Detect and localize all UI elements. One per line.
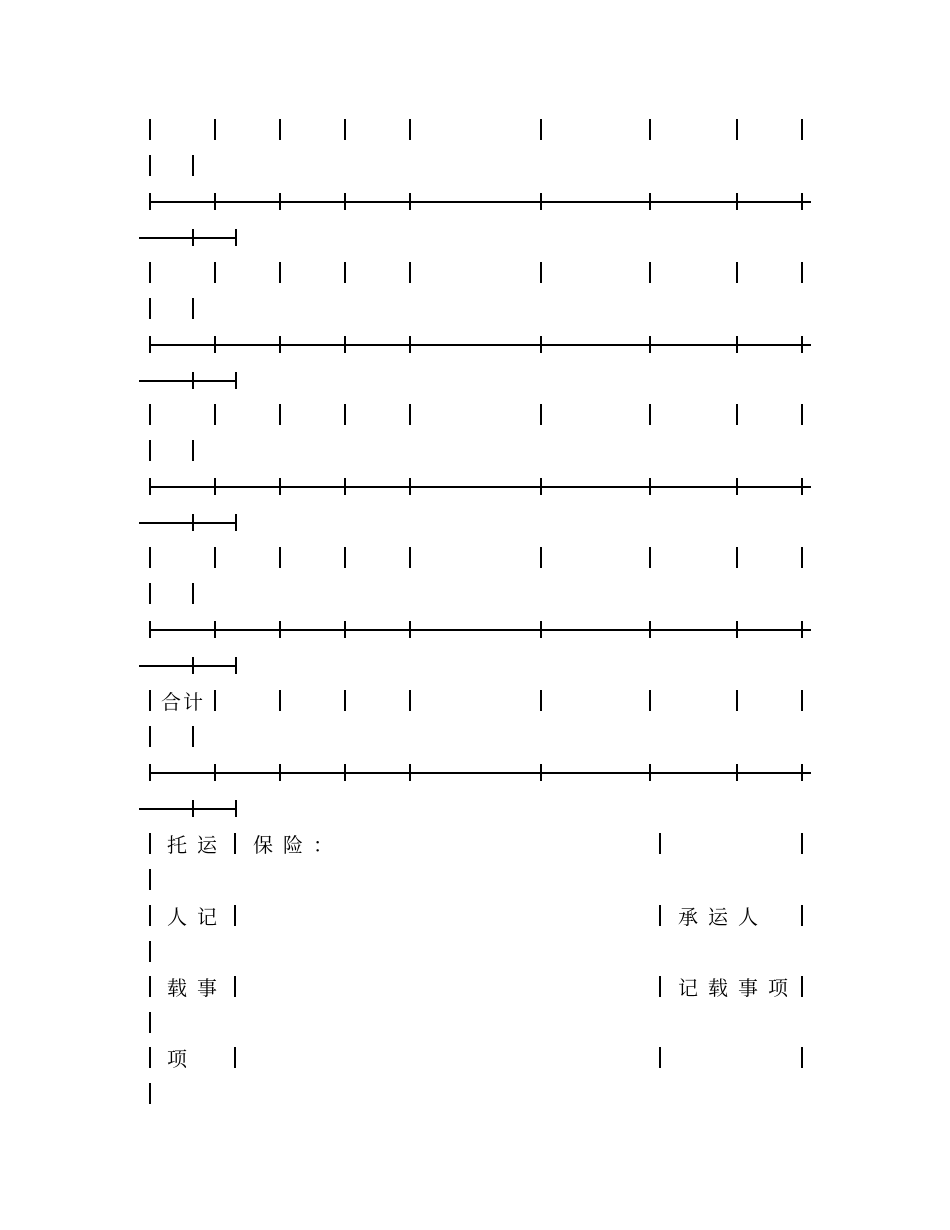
table-rule-junction xyxy=(279,336,281,353)
shipper-notes-label-3: 载事 xyxy=(167,976,227,1000)
table-rule-junction xyxy=(214,621,216,638)
table-column-bar xyxy=(279,404,281,425)
shipper-notes-label-1: 托运 xyxy=(167,833,227,857)
table-column-bar xyxy=(344,119,346,140)
table-rule-junction xyxy=(214,478,216,495)
table-column-bar xyxy=(736,119,738,140)
table-column-bar xyxy=(540,547,542,568)
table-column-bar xyxy=(214,547,216,568)
table-rule-junction xyxy=(736,193,738,210)
table-column-bar xyxy=(149,547,151,568)
table-column-bar xyxy=(409,690,411,711)
table-rule-junction xyxy=(409,336,411,353)
table-rule-junction xyxy=(279,478,281,495)
table-column-bar xyxy=(409,262,411,283)
table-column-bar xyxy=(149,262,151,283)
table-column-bar-wrap xyxy=(192,440,194,461)
table-rule-junction xyxy=(279,621,281,638)
table-rule-junction xyxy=(344,336,346,353)
table-column-bar xyxy=(149,690,151,711)
table-column-bar-wrap xyxy=(192,155,194,176)
notes-bar-wrap xyxy=(149,941,151,962)
table-column-bar xyxy=(279,262,281,283)
table-rule-junction xyxy=(540,764,542,781)
table-column-bar xyxy=(649,547,651,568)
table-rule-junction xyxy=(149,193,151,210)
table-column-bar xyxy=(736,404,738,425)
table-column-bar xyxy=(344,690,346,711)
table-rule-junction xyxy=(192,372,194,389)
notes-bar xyxy=(234,976,236,997)
table-rule-junction xyxy=(235,229,237,246)
table-row-rule xyxy=(149,486,811,488)
table-row-rule-wrap xyxy=(139,808,236,810)
table-column-bar-wrap xyxy=(192,298,194,319)
table-row-rule-wrap xyxy=(139,380,236,382)
table-rule-junction xyxy=(192,514,194,531)
table-column-bar xyxy=(409,404,411,425)
table-row-rule xyxy=(149,344,811,346)
table-rule-junction xyxy=(235,514,237,531)
table-column-bar xyxy=(801,547,803,568)
table-rule-junction xyxy=(235,372,237,389)
table-column-bar xyxy=(214,690,216,711)
insurance-label: 保险： xyxy=(253,833,343,857)
table-rule-junction xyxy=(409,764,411,781)
table-rule-junction xyxy=(736,621,738,638)
table-rule-junction xyxy=(540,478,542,495)
table-rule-junction xyxy=(736,478,738,495)
table-column-bar xyxy=(279,119,281,140)
table-rule-junction xyxy=(540,621,542,638)
table-rule-junction xyxy=(192,800,194,817)
notes-bar-wrap xyxy=(149,1083,151,1104)
notes-bar xyxy=(801,1047,803,1068)
table-column-bar xyxy=(649,119,651,140)
carrier-notes-label-2: 记载事项 xyxy=(678,976,798,1000)
table-row-rule xyxy=(149,772,811,774)
table-rule-junction xyxy=(344,764,346,781)
table-rule-junction xyxy=(279,764,281,781)
table-row-rule-wrap xyxy=(139,237,236,239)
table-column-bar xyxy=(649,404,651,425)
table-column-bar xyxy=(801,404,803,425)
table-column-bar xyxy=(344,404,346,425)
table-column-bar xyxy=(540,404,542,425)
table-rule-junction xyxy=(801,193,803,210)
carrier-notes-label-1: 承运人 xyxy=(678,905,768,929)
notes-bar-wrap xyxy=(149,869,151,890)
table-column-bar xyxy=(279,547,281,568)
table-rule-junction xyxy=(235,657,237,674)
table-column-bar xyxy=(540,690,542,711)
table-column-bar xyxy=(736,547,738,568)
table-column-bar xyxy=(149,404,151,425)
table-column-bar-wrap xyxy=(149,155,151,176)
table-row-rule xyxy=(149,629,811,631)
table-column-bar xyxy=(649,690,651,711)
table-column-bar-wrap xyxy=(149,440,151,461)
table-column-bar xyxy=(736,262,738,283)
table-rule-junction xyxy=(649,193,651,210)
table-rule-junction xyxy=(736,764,738,781)
table-rule-junction xyxy=(149,336,151,353)
shipper-notes-label-2: 人记 xyxy=(167,905,227,929)
table-column-bar xyxy=(344,547,346,568)
notes-bar xyxy=(659,905,661,926)
table-column-bar xyxy=(279,690,281,711)
notes-bar xyxy=(149,905,151,926)
table-rule-junction xyxy=(801,478,803,495)
table-row-rule-wrap xyxy=(139,665,236,667)
table-column-bar xyxy=(540,262,542,283)
table-rule-junction xyxy=(649,621,651,638)
table-rule-junction xyxy=(540,193,542,210)
table-row-rule xyxy=(149,201,811,203)
shipper-notes-label-4: 项 xyxy=(167,1047,197,1071)
table-column-bar xyxy=(540,119,542,140)
table-rule-junction xyxy=(801,764,803,781)
table-rule-junction xyxy=(409,478,411,495)
notes-bar xyxy=(149,833,151,854)
table-column-bar-wrap xyxy=(149,726,151,747)
notes-bar xyxy=(659,1047,661,1068)
table-rule-junction xyxy=(409,193,411,210)
table-rule-junction xyxy=(649,336,651,353)
notes-bar xyxy=(234,1047,236,1068)
table-column-bar xyxy=(736,690,738,711)
table-rule-junction xyxy=(149,764,151,781)
table-rule-junction xyxy=(235,800,237,817)
notes-bar xyxy=(801,976,803,997)
table-column-bar-wrap xyxy=(149,298,151,319)
table-column-bar xyxy=(801,119,803,140)
table-column-bar xyxy=(214,262,216,283)
table-rule-junction xyxy=(409,621,411,638)
table-column-bar xyxy=(149,119,151,140)
table-column-bar xyxy=(801,262,803,283)
table-rule-junction xyxy=(540,336,542,353)
notes-bar xyxy=(801,905,803,926)
table-rule-junction xyxy=(149,478,151,495)
table-column-bar xyxy=(409,119,411,140)
notes-bar-wrap xyxy=(149,1012,151,1033)
table-column-bar-wrap xyxy=(192,583,194,604)
table-rule-junction xyxy=(192,229,194,246)
notes-bar xyxy=(149,1047,151,1068)
table-column-bar xyxy=(344,262,346,283)
table-rule-junction xyxy=(192,657,194,674)
table-rule-junction xyxy=(149,621,151,638)
table-rule-junction xyxy=(649,764,651,781)
table-rule-junction xyxy=(649,478,651,495)
table-rule-junction xyxy=(344,478,346,495)
notes-bar xyxy=(234,905,236,926)
table-rule-junction xyxy=(214,193,216,210)
notes-bar xyxy=(659,833,661,854)
table-column-bar-wrap xyxy=(192,726,194,747)
table-column-bar xyxy=(214,404,216,425)
notes-bar xyxy=(659,976,661,997)
table-rule-junction xyxy=(279,193,281,210)
total-row-label: 合计 xyxy=(161,690,205,714)
notes-bar xyxy=(234,833,236,854)
table-column-bar xyxy=(409,547,411,568)
table-row-rule-wrap xyxy=(139,522,236,524)
table-rule-junction xyxy=(344,621,346,638)
table-column-bar-wrap xyxy=(149,583,151,604)
table-rule-junction xyxy=(214,336,216,353)
table-rule-junction xyxy=(344,193,346,210)
notes-bar xyxy=(801,833,803,854)
table-rule-junction xyxy=(801,336,803,353)
table-rule-junction xyxy=(801,621,803,638)
table-column-bar xyxy=(801,690,803,711)
table-column-bar xyxy=(649,262,651,283)
table-column-bar xyxy=(214,119,216,140)
table-rule-junction xyxy=(214,764,216,781)
table-rule-junction xyxy=(736,336,738,353)
notes-bar xyxy=(149,976,151,997)
